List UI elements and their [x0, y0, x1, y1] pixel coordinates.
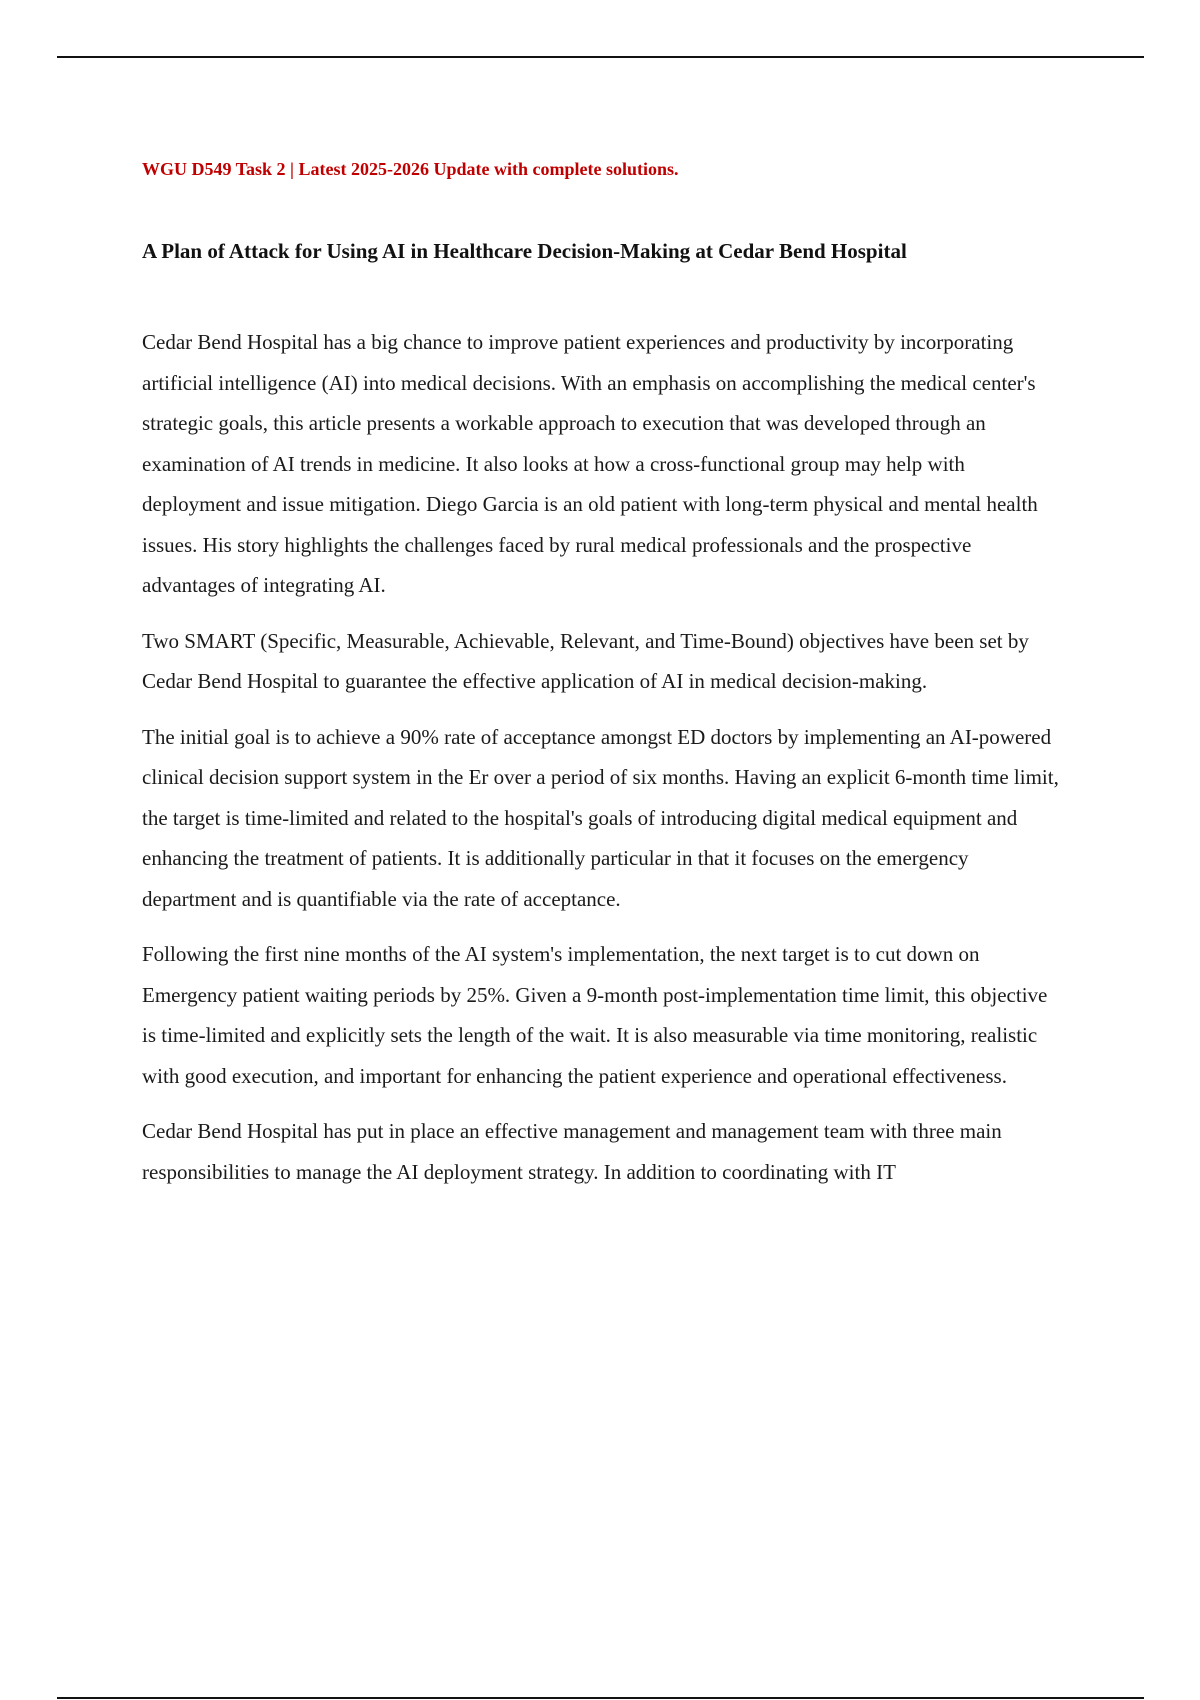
page-content — [142, 150, 1062, 1207]
paragraph-first-goal: The initial goal is to achieve a 90% rate of acceptance amongst ED doctors by implementing an AI-powered clinical decision support system in the Er over a period of six months. Having an explicit 6-month time limit, the target is time-limited and related to the hospital's goals of introducing digital medical equipment and enhancing the treatment of patients. It is additionally particular in that it focuses on the emergency department and is quantifiable via the rate of acceptance. — [142, 724, 1059, 911]
paragraph-intro: Cedar Bend Hospital has a big chance to improve patient experiences and productivity by incorporating artificial intelligence (AI) into medical decisions. With an emphasis on accomplishing the medical center's strategic goals, this article presents a workable approach to execution that was developed through an examination of AI trends in medicine. It also looks at how a cross-functional group may help with deployment and issue mitigation. Diego Garcia is an old patient with long-term physical and mental health issues. His story highlights the challenges faced by rural medical professionals and the prospective advantages of integrating AI. — [142, 330, 1038, 597]
top-rule — [57, 56, 1144, 58]
paragraph-management-team: Cedar Bend Hospital has put in place an effective management and management team with three main responsibilities to manage the AI deployment strategy. In addition to coordinating with IT — [142, 1119, 1002, 1184]
paragraph-smart-objectives: Two SMART (Specific, Measurable, Achievable, Relevant, and Time-Bound) objectives have been set by Cedar Bend Hospital to guarantee the effective application of AI in medical decision-making. — [142, 628, 1029, 693]
document-header-line: WGU D549 Task 2 | Latest 2025-2026 Update with complete solutions. — [142, 159, 679, 179]
document-body — [142, 322, 1062, 1192]
document-title: A Plan of Attack for Using AI in Healthcare Decision-Making at Cedar Bend Hospital — [142, 239, 907, 263]
paragraph-second-goal: Following the first nine months of the AI system's implementation, the next target is to cut down on Emergency patient waiting periods by 25%. Given a 9-month post-implementation time limit, this objective is time-limited and explicitly sets the length of the wait. It is also measurable via time monitoring, realistic with good execution, and important for enhancing the patient experience and operational effectiveness. — [142, 942, 1048, 1088]
bottom-rule — [57, 1697, 1144, 1699]
